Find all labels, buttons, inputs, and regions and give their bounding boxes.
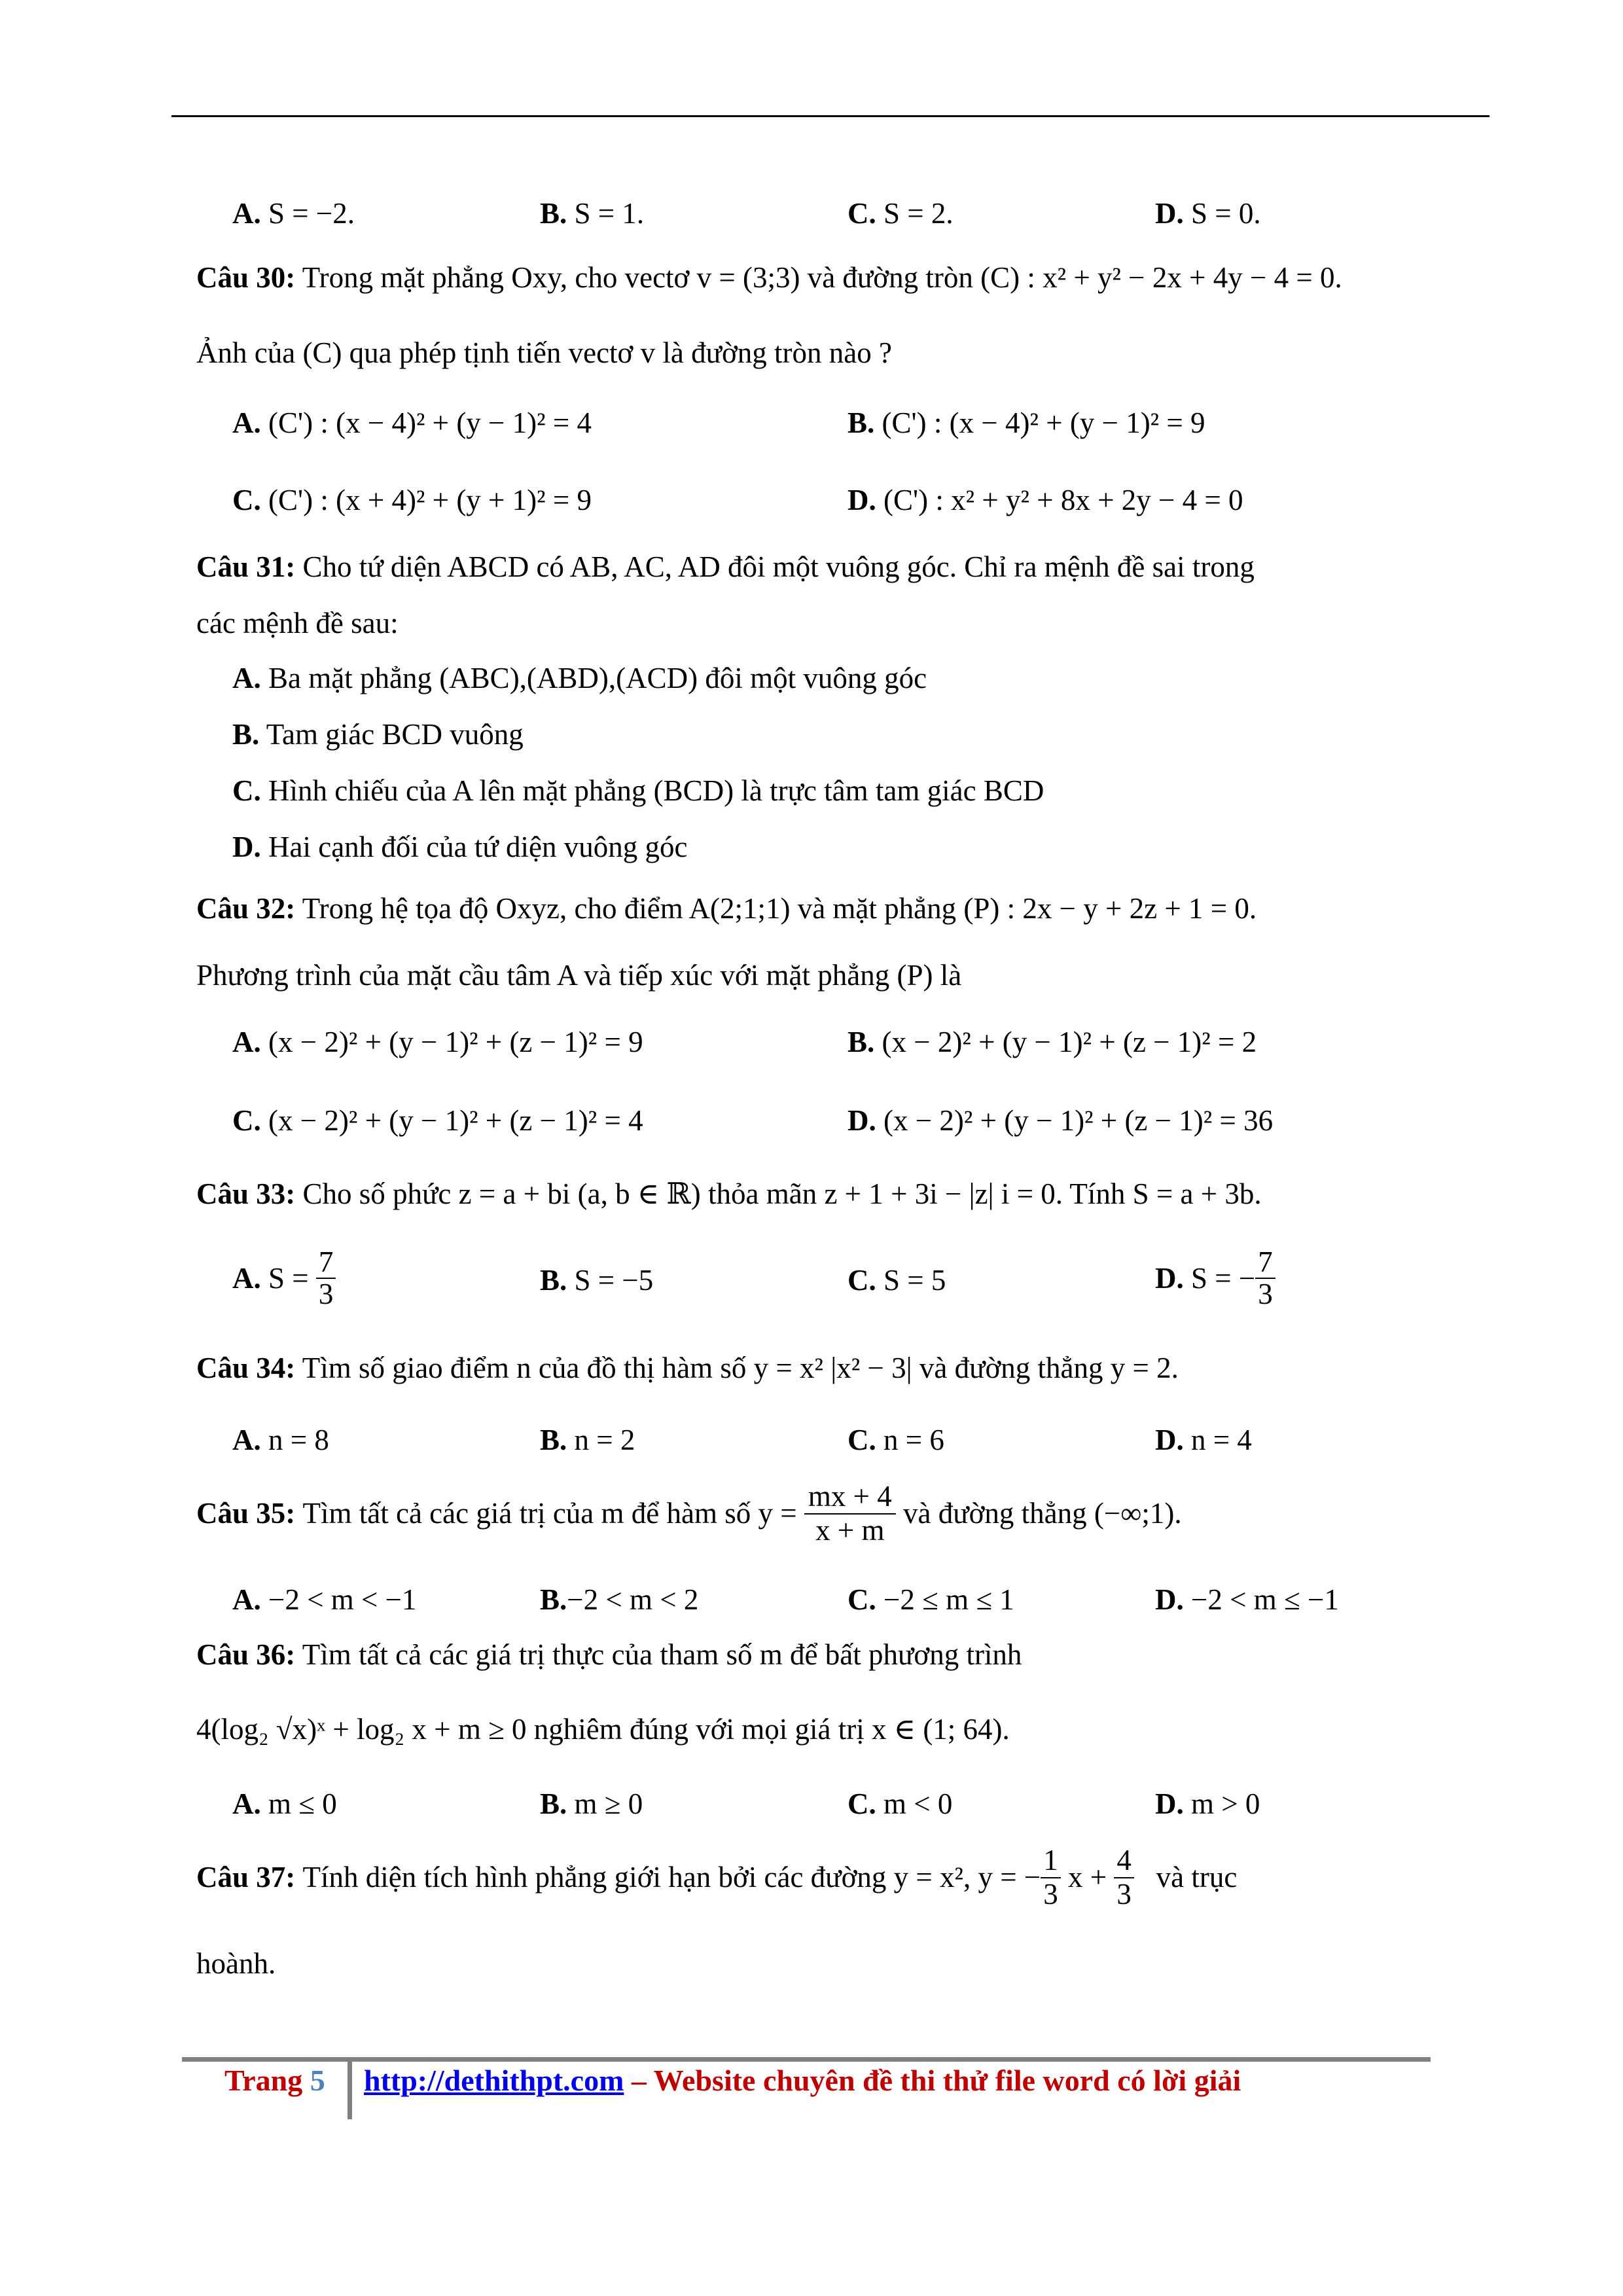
q32-option-a: A. (x − 2)² + (y − 1)² + (z − 1)² = 9 xyxy=(232,1026,643,1058)
q36-option-d: D. m > 0 xyxy=(1155,1787,1260,1820)
q34-stem: Câu 34: Tìm số giao điểm n của đồ thị hàm số y = x² |x² − 3| và đường thẳng y = 2. xyxy=(196,1352,1179,1384)
q31-stem-line2: các mệnh đề sau: xyxy=(196,607,399,639)
q33-option-c: C. S = 5 xyxy=(847,1264,946,1297)
q31-option-c: C. Hình chiếu của A lên mặt phẳng (BCD) là trực tâm tam giác BCD xyxy=(232,774,1044,807)
q37-stem: Câu 37: Tính diện tích hình phẳng giới hạn bởi các đường y = x², y = − $\frac{1}{3}$ x + $\frac{4}{3}$ và trục xyxy=(196,1844,1238,1910)
q30-stem-line2: Ảnh của (C) qua phép tịnh tiến vectơ v là đường tròn nào ? xyxy=(196,336,892,369)
q35-stem: Câu 35: Tìm tất cả các giá trị của m để hàm số y = $\frac{mx + 4}{x + m}$ và đường thẳng (−∞;1). xyxy=(196,1480,1182,1547)
q36-option-a: A. m ≤ 0 xyxy=(232,1787,337,1820)
q30-option-d: D. (C') : x² + y² + 8x + 2y − 4 = 0 xyxy=(847,484,1243,516)
q34-option-a: A. n = 8 xyxy=(232,1424,329,1456)
q32-stem-line2: Phương trình của mặt cầu tâm A và tiếp xúc với mặt phẳng (P) là xyxy=(196,959,962,992)
q32-option-b: B. (x − 2)² + (y − 1)² + (z − 1)² = 2 xyxy=(847,1026,1257,1058)
q30-option-a: A. (C') : (x − 4)² + (y − 1)² = 4 xyxy=(232,406,592,439)
q33-stem: Câu 33: Cho số phức z = a + bi (a, b ∈ ℝ) thỏa mãn z + 1 + 3i − |z| i = 0. Tính S = a + 3b. xyxy=(196,1177,1262,1210)
q33-a-fraction: $\frac{7}{3}$ xyxy=(316,1247,336,1310)
q33-d-fraction: $\frac{7}{3}$ xyxy=(1255,1247,1275,1310)
footer-rule xyxy=(182,2057,1431,2062)
q36-stem: Câu 36: Tìm tất cả các giá trị thực của tham số m để bất phương trình xyxy=(196,1638,1022,1671)
q37-stem-line2: hoành. xyxy=(196,1947,276,1980)
q33-option-a: A. S = $\frac{7}{3}$ xyxy=(232,1247,336,1310)
q29-option-b: B. S = 1. xyxy=(540,197,645,230)
q37-fraction-1: $\frac{1}{3}$ xyxy=(1041,1844,1061,1910)
q31-option-b: B. Tam giác BCD vuông xyxy=(232,718,524,751)
q30-option-b: B. (C') : (x − 4)² + (y − 1)² = 9 xyxy=(847,406,1205,439)
q31-option-d: D. Hai cạnh đối của tứ diện vuông góc xyxy=(232,831,688,863)
page-number: Trang 5 xyxy=(224,2064,325,2097)
q30-option-c: C. (C') : (x + 4)² + (y + 1)² = 9 xyxy=(232,484,592,516)
q36-option-c: C. m < 0 xyxy=(847,1787,953,1820)
q29-option-a: A. S = −2. xyxy=(232,197,355,230)
q35-option-d: D. −2 < m ≤ −1 xyxy=(1155,1583,1339,1616)
q34-option-b: B. n = 2 xyxy=(540,1424,635,1456)
q33-option-b: B. S = −5 xyxy=(540,1264,654,1297)
q31-option-a: A. Ba mặt phẳng (ABC),(ABD),(ACD) đôi một vuông góc xyxy=(232,662,927,694)
q32-stem: Câu 32: Trong hệ tọa độ Oxyz, cho điểm A(2;1;1) và mặt phẳng (P) : 2x − y + 2z + 1 = 0. xyxy=(196,892,1257,925)
q37-fraction-2: $\frac{4}{3}$ xyxy=(1114,1844,1134,1910)
q29-option-d: D. S = 0. xyxy=(1155,197,1261,230)
q33-option-d: D. S = − $\frac{7}{3}$ xyxy=(1155,1247,1275,1310)
q34-option-c: C. n = 6 xyxy=(847,1424,944,1456)
header-rule xyxy=(171,115,1489,117)
footer-text: http://dethithpt.com – Website chuyên đề thi thử file word có lời giải xyxy=(364,2064,1241,2097)
q32-option-d: D. (x − 2)² + (y − 1)² + (z − 1)² = 36 xyxy=(847,1104,1274,1137)
q36-option-b: B. m ≥ 0 xyxy=(540,1787,643,1820)
q35-option-b: B.−2 < m < 2 xyxy=(540,1583,699,1616)
website-link[interactable]: http://dethithpt.com xyxy=(364,2064,624,2097)
q32-option-c: C. (x − 2)² + (y − 1)² + (z − 1)² = 4 xyxy=(232,1104,643,1137)
q31-stem: Câu 31: Cho tứ diện ABCD có AB, AC, AD đôi một vuông góc. Chỉ ra mệnh đề sai trong xyxy=(196,550,1255,583)
q36-inequality: 4(log₂ √x)ˣ + log₂ x + m ≥ 0 nghiêm đúng với mọi giá trị x ∈ (1; 64). xyxy=(196,1713,1010,1746)
q35-fraction: $\frac{mx + 4}{x + m}$ xyxy=(804,1480,896,1547)
q35-option-a: A. −2 < m < −1 xyxy=(232,1583,417,1616)
q35-option-c: C. −2 ≤ m ≤ 1 xyxy=(847,1583,1014,1616)
q34-option-d: D. n = 4 xyxy=(1155,1424,1252,1456)
q29-option-c: C. S = 2. xyxy=(847,197,954,230)
q30-stem: Câu 30: Trong mặt phẳng Oxy, cho vectơ v = (3;3) và đường tròn (C) : x² + y² − 2x + 4y − 4 = 0. xyxy=(196,261,1342,294)
footer-divider xyxy=(348,2062,352,2119)
